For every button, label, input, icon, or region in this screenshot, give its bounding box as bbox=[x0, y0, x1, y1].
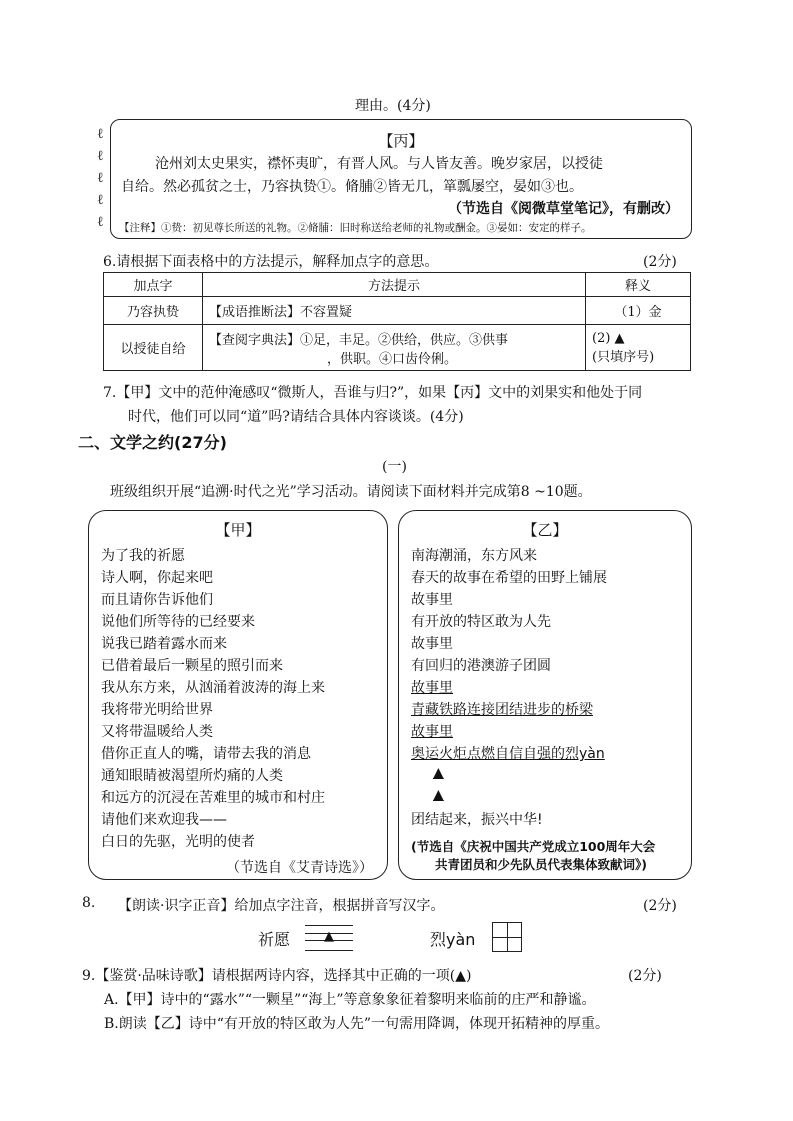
reason-line: 理由。(4分) bbox=[355, 98, 431, 114]
poem-line: 通知眼睛被渴望所灼痛的人类 bbox=[101, 768, 283, 784]
character-grid-box[interactable] bbox=[492, 922, 522, 952]
table-cell: 乃容执贽 bbox=[104, 297, 203, 325]
hint-line: ，供职。④口齿伶俐。 bbox=[327, 351, 458, 367]
q6-text: 6.请根据下面表格中的方法提示，解释加点字的意思。 bbox=[103, 254, 439, 270]
spiral-icon: ℓ bbox=[97, 214, 104, 230]
poem-line: 故事里 bbox=[411, 680, 453, 696]
poem-line: 故事里 bbox=[411, 724, 453, 740]
poem-line: 又将带温暖给人类 bbox=[101, 724, 213, 740]
poem-line: 有回归的港澳游子团圆 bbox=[411, 658, 551, 674]
blank-line[interactable]: ▲ bbox=[433, 787, 444, 803]
q8-text: 【朗读·识字正音】给加点字注音，根据拼音写汉字。 bbox=[118, 898, 445, 914]
table-cell: 以授徒自给 bbox=[104, 325, 203, 371]
poem-line: 南海潮涌，东方风来 bbox=[411, 548, 537, 564]
yi-source: 共青团员和少先队员代表集体致献词》) bbox=[435, 857, 647, 872]
poem-line: 而且请你告诉他们 bbox=[101, 592, 213, 608]
section-heading: 二、文学之约(27分) bbox=[78, 433, 227, 452]
poem-line: 说他们所等待的已经要来 bbox=[101, 614, 255, 630]
spiral-icon: ℓ bbox=[97, 192, 104, 208]
spiral-icon: ℓ bbox=[97, 148, 104, 164]
answer-cell[interactable] bbox=[586, 325, 691, 371]
bing-note: 【注释】①贽：初见尊长所送的礼物。②脩脯：旧时称送给老师的礼物或酬金。③晏如：安定的样子。 bbox=[119, 222, 592, 234]
poem-line: 诗人啊，你起来吧 bbox=[101, 570, 213, 586]
jia-title: 【甲】 bbox=[215, 521, 261, 539]
bing-passage-box bbox=[97, 119, 692, 239]
poem-line: 已借着最后一颗星的照引而来 bbox=[101, 658, 283, 674]
answer-mark: ▲ bbox=[324, 929, 334, 944]
poem-line: 团结起来，振兴中华! bbox=[411, 812, 543, 828]
poem-line: 和远方的沉浸在苦难里的城市和村庄 bbox=[101, 790, 325, 806]
poem-line: 白日的先驱，光明的使者 bbox=[101, 834, 255, 850]
bing-line: 沧州刘太史果实，襟怀夷旷，有晋人风。与人皆友善。晚岁家居，以授徒 bbox=[155, 156, 603, 172]
part-heading: (一) bbox=[382, 459, 407, 475]
q8-word2: 烈yàn bbox=[430, 930, 476, 949]
table-cell bbox=[203, 325, 586, 371]
poem-line: 说我已踏着露水而来 bbox=[101, 636, 227, 652]
table-header: 释义 bbox=[586, 273, 691, 297]
bing-source: （节选自《阅微草堂笔记》，有删改） bbox=[448, 201, 679, 217]
table-cell: 【成语推断法】不容置疑 bbox=[203, 297, 586, 325]
poem-line: 请他们来欢迎我—— bbox=[101, 812, 227, 828]
q9-option-b[interactable]: B.朗读【乙】诗中“有开放的特区敢为人先”一句需用降调，体现开拓精神的厚重。 bbox=[104, 1016, 610, 1032]
q8-word1: 祈愿 bbox=[258, 930, 291, 949]
q8-num: 8. bbox=[82, 895, 96, 911]
jia-source: （节选自《艾青诗选》） bbox=[226, 860, 373, 876]
table-header-row bbox=[104, 273, 691, 297]
q9-score: (2分) bbox=[628, 968, 662, 984]
method-table bbox=[103, 272, 691, 371]
answer-hint: (只填序号) bbox=[592, 349, 655, 365]
q6-score: (2分) bbox=[643, 254, 677, 270]
pinyin-lines[interactable] bbox=[305, 925, 353, 951]
q8-score: (2分) bbox=[643, 898, 677, 914]
poem-line: 故事里 bbox=[411, 592, 453, 608]
blank-line[interactable]: ▲ bbox=[433, 765, 444, 781]
q7-line: 时代，他们可以同“道”吗?请结合具体内容谈谈。(4分) bbox=[128, 409, 464, 425]
jia-poem-box bbox=[88, 510, 388, 880]
table-header: 方法提示 bbox=[203, 273, 586, 297]
yi-title: 【乙】 bbox=[522, 521, 568, 539]
table-row bbox=[104, 297, 691, 325]
yi-poem-box bbox=[398, 510, 692, 880]
intro-text: 班级组织开展“追溯·时代之光”学习活动。请阅读下面材料并完成第8 ~10题。 bbox=[110, 484, 592, 500]
q9-option-a[interactable]: A.【甲】诗中的“露水”“一颗星”“海上”等意象象征着黎明来临前的庄严和静谧。 bbox=[104, 992, 596, 1008]
q7-line: 7.【甲】文中的范仲淹感叹“微斯人，吾谁与归?”，如果【丙】文中的刘果实和他处于同 bbox=[103, 385, 643, 401]
bing-line: 自给。然必孤贫之士，乃容执贽①。脩脯②皆无几，箪瓢屡空，晏如③也。 bbox=[121, 179, 583, 195]
poem-line: 借你正直人的嘴，请带去我的消息 bbox=[101, 746, 311, 762]
spiral-icon: ℓ bbox=[97, 170, 104, 186]
poem-line: 故事里 bbox=[411, 636, 453, 652]
bing-title: 【丙】 bbox=[378, 132, 424, 150]
poem-line: 我从东方来，从汹涌着波涛的海上来 bbox=[101, 680, 325, 696]
spiral-icon: ℓ bbox=[97, 126, 104, 142]
poem-line: 为了我的祈愿 bbox=[101, 548, 185, 564]
table-row bbox=[104, 325, 691, 371]
hint-line: 【查阅字典法】①足，丰足。②供给，供应。③供事 bbox=[209, 332, 509, 348]
poem-line: 春天的故事在希望的田野上铺展 bbox=[411, 570, 607, 586]
yi-source: (节选自《庆祝中国共产党成立100周年大会 bbox=[411, 839, 656, 854]
answer-cell[interactable]: （1）金 bbox=[586, 297, 691, 325]
q9-text: 9.【鉴赏·品味诗歌】请根据两诗内容，选择其中正确的一项(▲) bbox=[82, 968, 472, 984]
poem-line: 青藏铁路连接团结进步的桥梁 bbox=[411, 702, 593, 718]
poem-line: 有开放的特区敢为人先 bbox=[411, 614, 551, 630]
poem-line: 我将带光明给世界 bbox=[101, 702, 213, 718]
table-header: 加点字 bbox=[104, 273, 203, 297]
poem-line: 奥运火炬点燃自信自强的烈yàn bbox=[411, 746, 605, 762]
answer-blank: (2) ▲ bbox=[592, 330, 625, 346]
